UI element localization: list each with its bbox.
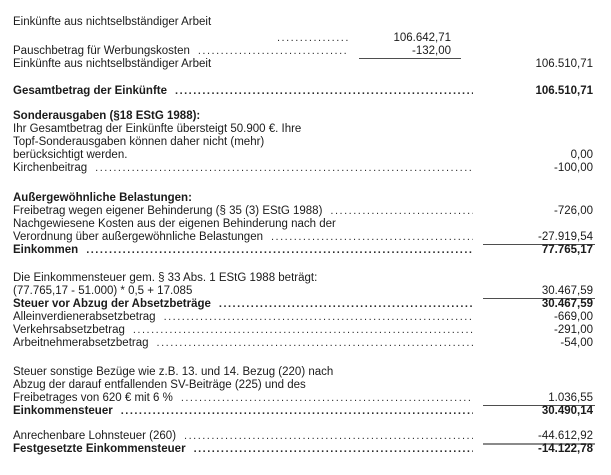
row-sonderausgaben-heading	[13, 110, 595, 123]
row-label: Festgesetzte Einkommensteuer	[13, 443, 186, 455]
dot-leader	[157, 337, 473, 350]
dot-leader	[181, 392, 473, 405]
row-label: Freibetrages von 620 € mit 6 %	[13, 392, 173, 404]
row-einkuenfte-nsa-brutto	[13, 32, 595, 45]
dot-leader	[95, 162, 473, 175]
row-freibetrag-behinderung	[13, 205, 595, 218]
row-label: Ihr Gesamtbetrag der Einkünfte übersteigt 50.900 €. Ihre	[13, 123, 302, 135]
row-sonstige-bezuege-3	[13, 392, 595, 405]
amount-value: -291,00	[553, 324, 593, 336]
amount-value: 106.510,71	[535, 85, 593, 97]
row-sonderausgaben-text-2	[13, 136, 595, 149]
row-nachgewiesene-kosten-1	[13, 218, 595, 231]
row-verkehrsabsetzbetrag	[13, 324, 595, 337]
row-label: Einkünfte aus nichtselbständiger Arbeit	[13, 16, 212, 28]
row-label: Abzug der darauf entfallenden SV-Beiträge (225) und des	[13, 379, 306, 391]
row-pauschbetrag-werbungskosten	[13, 45, 595, 58]
amount-value: 30.490,14	[541, 405, 593, 417]
dot-leader	[198, 45, 349, 58]
row-label: Freibetrag wegen eigener Behinderung (§ 35 (3) EStG 1988)	[13, 205, 323, 217]
row-label: Arbeitnehmerabsetzbetrag	[13, 337, 149, 349]
row-label: Steuer vor Abzug der Absetzbeträge	[13, 298, 211, 310]
row-label: Einkommensteuer	[13, 405, 113, 417]
dot-leader	[133, 324, 473, 337]
row-festgesetzte-einkommensteuer	[13, 443, 595, 456]
row-nachgewiesene-kosten-2	[13, 231, 595, 244]
row-label: Topf-Sonderausgaben können daher nicht (mehr)	[13, 136, 265, 148]
row-steuer-vor-absetzbetraege	[13, 298, 595, 311]
section-heading: Außergewöhnliche Belastungen:	[13, 192, 192, 204]
row-sonderausgaben-text-1	[13, 123, 595, 136]
row-sonstige-bezuege-1	[13, 366, 595, 379]
amount-value: -100,00	[553, 162, 593, 174]
dot-leader	[330, 205, 473, 218]
amount-value: 30.467,59	[483, 285, 595, 299]
dot-leader	[86, 244, 473, 257]
section-heading: Sonderausgaben (§18 EStG 1988):	[13, 110, 201, 122]
row-label: Gesamtbetrag der Einkünfte	[13, 85, 168, 97]
row-label: Verkehrsabsetzbetrag	[13, 324, 125, 336]
row-est-formel	[13, 285, 595, 298]
row-label: Nachgewiesene Kosten aus der eigenen Behinderung nach der	[13, 218, 336, 230]
amount-value: 106.642,71	[393, 32, 451, 44]
row-gesamtbetrag-einkuenfte	[13, 85, 595, 98]
amount-value: 106.510,71	[535, 58, 593, 70]
row-alleinverdienerabsetzbetrag	[13, 311, 595, 324]
row-label: Anrechenbare Lohnsteuer (260)	[13, 430, 177, 442]
amount-value: -726,00	[553, 205, 593, 217]
row-kirchenbeitrag	[13, 162, 595, 175]
dot-leader	[175, 85, 473, 98]
row-label: berücksichtigt werden.	[13, 149, 128, 161]
row-label: Kirchenbeitrag	[13, 162, 88, 174]
row-arbeitnehmerabsetzbetrag	[13, 337, 595, 350]
row-label: Verordnung über außergewöhnliche Belastungen	[13, 231, 263, 243]
row-label: (77.765,17 - 51.000) * 0,5 + 17.085	[13, 285, 193, 297]
amount-value: -14.122,78	[538, 443, 593, 455]
dot-leader	[194, 443, 473, 456]
amount-value: -44.612,92	[483, 430, 595, 445]
row-label: Alleinverdienerabsetzbetrag	[13, 311, 156, 323]
row-anrechenbare-lohnsteuer	[13, 430, 595, 443]
row-label: Die Einkommensteuer gem. § 33 Abs. 1 EStG 1988 beträgt:	[13, 272, 318, 284]
amount-value: 30.467,59	[541, 298, 593, 310]
row-sonderausgaben-text-3	[13, 149, 595, 162]
row-label: Steuer sonstige Bezüge wie z.B. 13. und 14. Bezug (220) nach	[13, 366, 334, 378]
row-est-berechnung-text	[13, 272, 595, 285]
row-agb-heading	[13, 192, 595, 205]
row-einkommen	[13, 244, 595, 257]
amount-value: -669,00	[553, 311, 593, 323]
row-einkuenfte-nsa-header	[13, 16, 595, 29]
row-label: Einkommen	[13, 244, 79, 256]
amount-value: -132,00	[359, 45, 461, 59]
dot-leader	[121, 405, 473, 418]
amount-value: -54,00	[560, 337, 593, 349]
dot-leader	[271, 231, 473, 244]
amount-value: -27.919,54	[483, 231, 595, 245]
row-einkuenfte-nsa-summe	[13, 58, 595, 71]
row-einkommensteuer	[13, 405, 595, 418]
row-sonstige-bezuege-2	[13, 379, 595, 392]
dot-leader	[219, 298, 473, 311]
amount-value: 77.765,17	[541, 244, 593, 256]
dot-leader	[277, 32, 349, 45]
amount-value: 1.036,55	[483, 392, 595, 406]
dot-leader	[184, 430, 473, 443]
row-label: Pauschbetrag für Werbungskosten	[13, 45, 190, 57]
amount-value: 0,00	[570, 149, 593, 161]
row-label: Einkünfte aus nichtselbständiger Arbeit	[13, 58, 212, 70]
dot-leader	[164, 311, 473, 324]
